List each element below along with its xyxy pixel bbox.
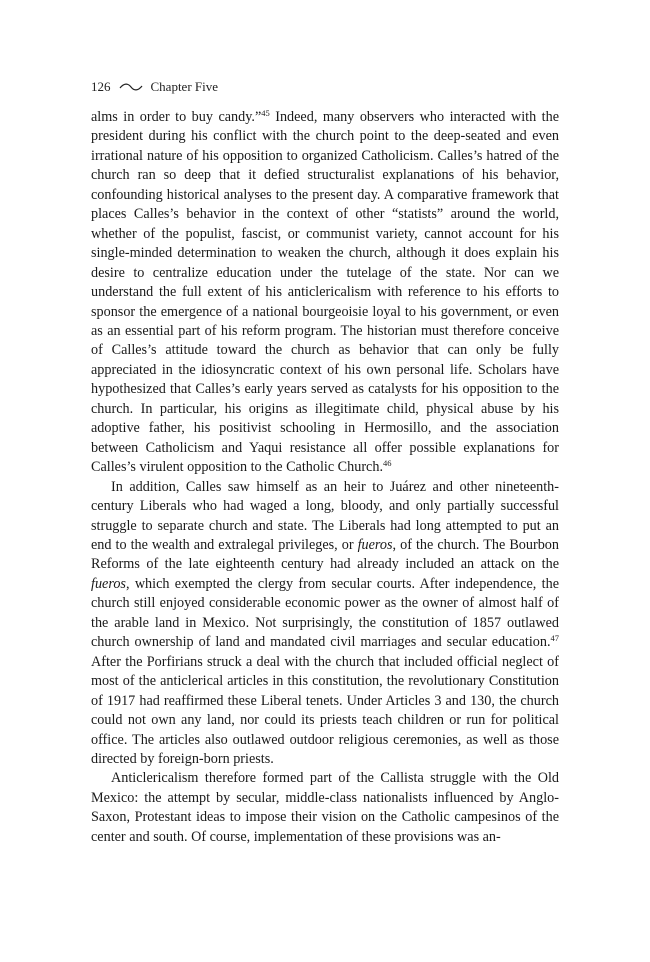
text-run: After the Porfirians struck a deal with the church that included official neglect of most of the anticlerical articles in this constitution, the revolutionary Constitution of 1917 had reaffirmed these Liberal tenets. Under Articles 3 and 130, the church could not own any land, nor could its priests teach children or run for political office. The articles also outlawed outdoor religious ceremonies, as well as those directed by foreign-born priests. [91,653,559,767]
footnote-ref: 46 [383,458,392,469]
italic-term: fueros [357,536,393,553]
chapter-title: Chapter Five [150,79,219,94]
book-page [91,78,559,847]
footnote-ref: 45 [261,108,270,118]
paragraph [91,769,559,847]
swung-dash-icon [119,82,143,92]
running-head [91,78,559,96]
body-text [91,108,559,847]
footnote-ref: 47 [550,633,559,644]
italic-term: fueros [91,575,126,592]
text-run: alms in order to buy candy.” [91,109,262,125]
text-run: Anticlericalism therefore formed part of the Callista struggle with the Old Mexico: the attempt by secular, middle-class nationalists influenced by Anglo-Saxon, Protestant ideas to impose their vision on the Catholic campesinos of the center and south. Of course, implementation of these provisions was an- [91,770,559,845]
text-run: , which exempted the clergy from secular courts. After independence, the church still enjoyed considerable economic power as the owner of almost half of the arable land in Mexico. Not surprisingly, the constitution of 1857 outlawed church ownership of land and mandated civil marriages and secular education. [91,575,559,651]
text-run: Indeed, many observers who interacted with the president during his conflict with the church point to the deep-seated and even irrational nature of his opposition to organized Catholicism. Calles’s hatred of the church ran so deep that it defied structuralist explanations of his behavior, confounding historical analyses to the present day. A comparative framework that places Calles’s behavior in the context of other “statists” around the world, whether of the populist, fascist, or communist variety, cannot account for his single-minded determination to weaken the church, although it does explain his desire to centralize education under the tutelage of the state. Nor can we understand the full extent of his anticlericalism with reference to his efforts to sponsor the emergence of a national bourgeoisie loyal to his government, or even as an essential part of his reform program. The historian must therefore conceive of Calles’s attitude toward the church as behavior that can only be fully appreciated in the idiosyncratic context of his own personal life. Scholars have hypothesized that Calles’s early years served as catalysts for his opposition to the church. In particular, his origins as illegitimate child, physical abuse by his adoptive father, his positivist schooling in Hermosillo, and the association between Catholicism and Yaqui resistance all offer possible explanations for Calles’s virulent opposition to the Catholic Church. [91,109,559,476]
paragraph [91,108,559,478]
page-number: 126 [91,79,111,94]
text-run: , of the church. The Bourbon Reforms of the late eighteenth century had already included an attack on the [91,536,559,573]
paragraph [91,478,559,770]
text-run: In addition, Calles saw himself as an heir to Juárez and other nineteenth-century Liberals who had waged a long, bloody, and only partially successful struggle to separate church and state. The Liberals had long attempted to put an end to the wealth and extralegal privileges, or [91,478,559,553]
